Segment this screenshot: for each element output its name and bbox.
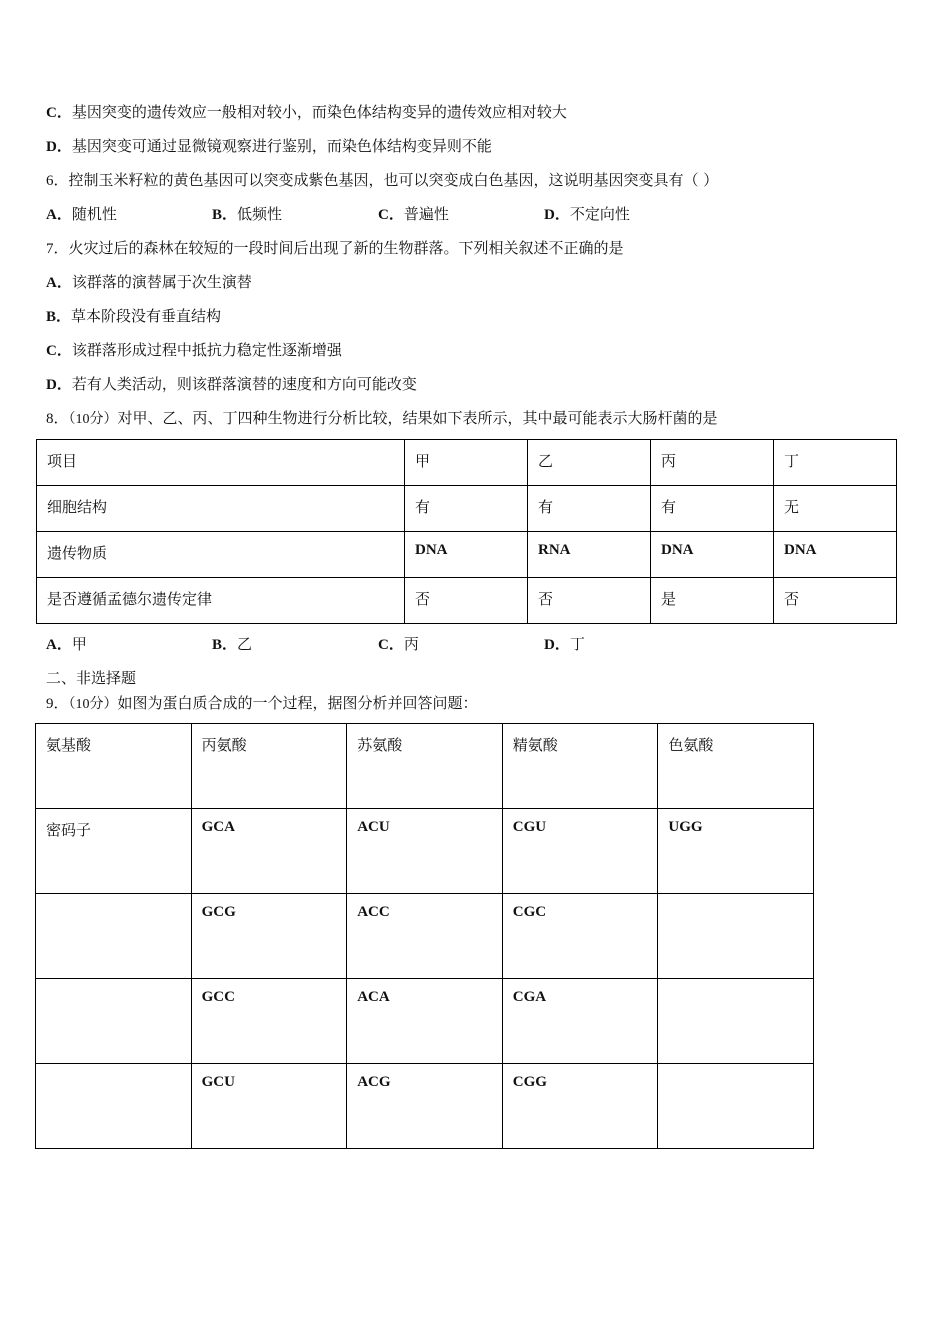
q6-option-c	[378, 204, 544, 225]
option-letter: A．	[46, 275, 72, 291]
table-cell: GCA	[191, 809, 347, 894]
option-text: 基因突变可通过显微镜观察进行鉴别，而染色体结构变异则不能	[71, 137, 492, 155]
table-cell: 精氨酸	[502, 724, 658, 809]
table-cell: 丙	[651, 440, 774, 486]
table-cell: CGU	[502, 809, 658, 894]
table-cell: ACU	[347, 809, 503, 894]
option-text: 该群落的演替属于次生演替	[71, 273, 252, 291]
q9-stem	[46, 693, 478, 715]
option-letter: C．	[46, 343, 72, 359]
question-text: 对甲、乙、丙、丁四种生物进行分析比较，结果如下表所示，其中最可能表示大肠杆菌的是	[117, 409, 718, 427]
table-cell: CGC	[502, 894, 658, 979]
q7-option-b	[46, 306, 221, 327]
table-row	[37, 532, 897, 578]
table-cell: 否	[405, 578, 528, 624]
option-text: 基因突变的遗传效应一般相对较小，而染色体结构变异的遗传效应相对较大	[71, 103, 567, 121]
table-cell: 是否遵循孟德尔遗传定律	[37, 578, 405, 624]
table-cell: GCU	[191, 1064, 347, 1149]
q9-codon-table	[35, 723, 814, 1149]
option-letter: D．	[544, 207, 570, 223]
table-cell: 苏氨酸	[347, 724, 503, 809]
table-cell	[658, 894, 814, 979]
q8-stem	[46, 408, 718, 430]
option-text: 甲	[71, 635, 87, 653]
table-cell: 甲	[405, 440, 528, 486]
table-cell: 是	[651, 578, 774, 624]
table-row	[36, 809, 814, 894]
option-text: 若有人类活动，则该群落演替的速度和方向可能改变	[71, 375, 417, 393]
table-cell: GCC	[191, 979, 347, 1064]
table-row	[36, 979, 814, 1064]
table-cell: ACA	[347, 979, 503, 1064]
q8-table	[36, 439, 897, 624]
table-cell: 细胞结构	[37, 486, 405, 532]
q6-stem	[46, 170, 718, 191]
option-letter: B．	[46, 309, 72, 325]
table-cell	[658, 1064, 814, 1149]
option-text: 乙	[237, 635, 253, 653]
table-cell: 色氨酸	[658, 724, 814, 809]
table-row	[36, 724, 814, 809]
table-cell: 丁	[774, 440, 897, 486]
table-cell: 无	[774, 486, 897, 532]
table-cell: ACC	[347, 894, 503, 979]
table-cell: CGA	[502, 979, 658, 1064]
q5-option-d	[46, 136, 492, 157]
option-letter: B．	[212, 637, 238, 653]
table-cell	[36, 1064, 192, 1149]
option-text: 丁	[569, 635, 585, 653]
table-cell	[36, 894, 192, 979]
table-row	[36, 1064, 814, 1149]
q6-option-d	[544, 204, 630, 225]
option-letter: A．	[46, 637, 72, 653]
option-text: 随机性	[71, 205, 117, 223]
table-cell: 有	[528, 486, 651, 532]
option-letter: A．	[46, 207, 72, 223]
question-number: 9．	[46, 696, 69, 712]
q6-option-a	[46, 204, 212, 225]
q5-option-c	[46, 102, 567, 123]
table-cell: DNA	[651, 532, 774, 578]
q7-stem	[46, 238, 624, 259]
q7-option-c	[46, 340, 342, 361]
option-letter: B．	[212, 207, 238, 223]
q7-option-a	[46, 272, 252, 293]
table-cell: 遗传物质	[37, 532, 405, 578]
question-number: 6．	[46, 173, 69, 189]
table-cell: CGG	[502, 1064, 658, 1149]
section-title: 二、非选择题	[46, 669, 137, 687]
option-text: 丙	[403, 635, 419, 653]
table-cell: UGG	[658, 809, 814, 894]
question-text: 如图为蛋白质合成的一个过程，据图分析并回答问题：	[117, 694, 478, 712]
table-row	[37, 578, 897, 624]
option-letter: D．	[544, 637, 570, 653]
question-text: 火灾过后的森林在较短的一段时间后出现了新的生物群落。下列相关叙述不正确的是	[68, 239, 624, 257]
table-cell: DNA	[405, 532, 528, 578]
table-cell: 有	[651, 486, 774, 532]
option-letter: D．	[46, 139, 72, 155]
option-letter: C．	[378, 207, 404, 223]
table-cell	[36, 979, 192, 1064]
option-text: 低频性	[237, 205, 283, 223]
option-text: 不定向性	[569, 205, 630, 223]
question-text: 控制玉米籽粒的黄色基因可以突变成紫色基因，也可以突变成白色基因，这说明基因突变具有（ ）	[68, 171, 719, 189]
q8-options	[46, 634, 585, 655]
table-cell: 乙	[528, 440, 651, 486]
q8-option-b	[212, 634, 378, 655]
table-cell: 有	[405, 486, 528, 532]
q8-option-d	[544, 634, 585, 655]
table-cell: DNA	[774, 532, 897, 578]
table-cell: 项目	[37, 440, 405, 486]
q8-option-a	[46, 634, 212, 655]
option-letter: C．	[46, 105, 72, 121]
table-cell: 丙氨酸	[191, 724, 347, 809]
table-row	[37, 440, 897, 486]
table-row	[36, 894, 814, 979]
table-cell: 密码子	[36, 809, 192, 894]
q7-option-d	[46, 374, 417, 395]
table-cell: 否	[774, 578, 897, 624]
table-cell: 氨基酸	[36, 724, 192, 809]
table-cell	[658, 979, 814, 1064]
q6-options	[46, 204, 630, 225]
question-number: 8．	[46, 411, 69, 427]
question-score: （10分）	[68, 412, 118, 427]
option-letter: C．	[378, 637, 404, 653]
question-number: 7．	[46, 241, 69, 257]
table-cell: 否	[528, 578, 651, 624]
option-text: 该群落形成过程中抵抗力稳定性逐渐增强	[71, 341, 342, 359]
table-cell: RNA	[528, 532, 651, 578]
table-row	[37, 486, 897, 532]
q8-option-c	[378, 634, 544, 655]
option-letter: D．	[46, 377, 72, 393]
q6-option-b	[212, 204, 378, 225]
option-text: 草本阶段没有垂直结构	[71, 307, 222, 325]
table-cell: ACG	[347, 1064, 503, 1149]
option-text: 普遍性	[403, 205, 449, 223]
question-score: （10分）	[68, 697, 118, 712]
table-cell: GCG	[191, 894, 347, 979]
